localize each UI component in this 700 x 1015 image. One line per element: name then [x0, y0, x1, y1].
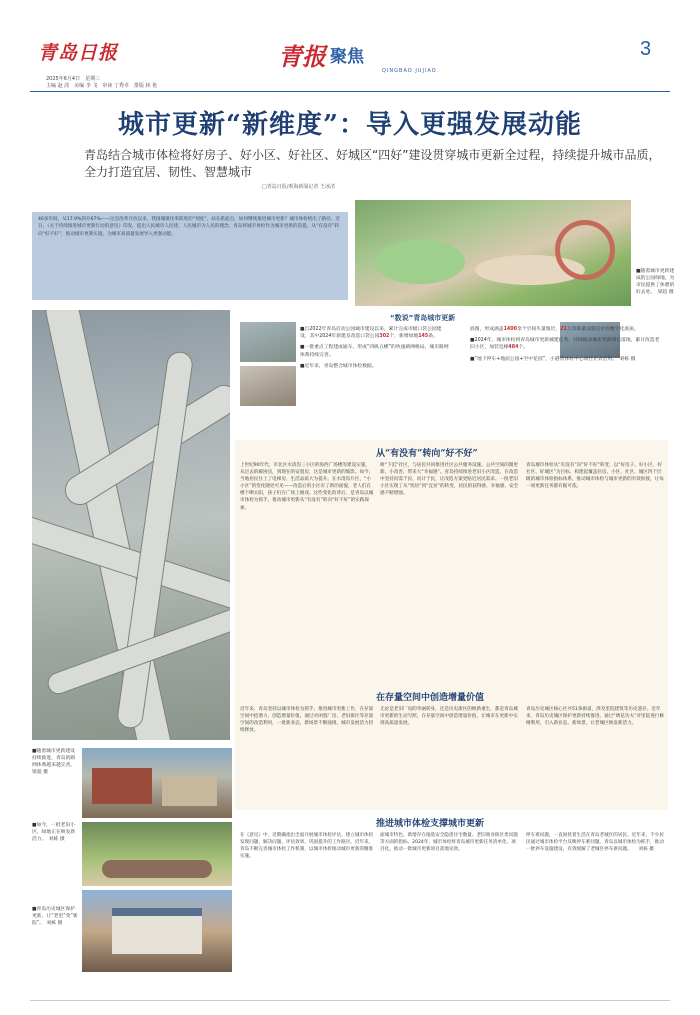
article-byline: □青岛日报/观海新闻记者 王冰清 — [262, 184, 335, 190]
brand-red-text: 青报 — [278, 41, 326, 71]
section1-col2: 师“下沉”社区，与居民共同推进社区公共服务设施、公共空间的微更新。小改善，带来大“幸福感”。青岛持续推进老旧小区改造，在改造中坚持问需于民、问计于民，让改造方案更贴近居民需求。一批老旧小区实现了从“忧居”到“宜居”的转变，居民的获得感、幸福感、安全感不断增强。 — [380, 463, 519, 497]
section3-col2: 面城市特色，新增存在地基安全隐患住宅数量、老旧商业街区类问题等方面的指标。2024年，城市体检将青岛城市更新任务清单化、项目化，推动一批城市更新项目落地见效。 — [380, 833, 518, 853]
photo-lawn — [375, 240, 465, 284]
park-photo — [355, 200, 631, 306]
section2-col1: 近年来，青岛坚持以城市体检为抓手，推进城市更新工作，在存量空间中挖潜力、创造增量价值。通过对闲置厂房、老旧街区等存量空间的改造利用，一批新业态、新场景不断涌现，城市发展活力持续释放。 — [240, 707, 374, 734]
brand-pinyin: QINGBAO JUJIAO — [382, 68, 437, 74]
photo-building — [162, 776, 217, 806]
article-headline: 城市更新“新维度”：导入更强发展动能 — [118, 110, 582, 140]
section3-col3: 停车难问题，一直困扰着生活在青岛老城区的居民。近年来，不少居民通过城市体检平台反映停车难问题。青岛以城市体检为抓手，推动一批停车设施建设，有效缓解了老城区停车难问题。 刘栋 摄 — [526, 833, 664, 853]
section-head-2: 在存量空间中创造增量价值 — [376, 693, 485, 703]
article-subhead: 青岛结合城市体检将好房子、好小区、好社区、好城区“四好”建设贯穿城市更新全过程，持续提升城市品质，全力打造宜居、韧性、智慧城市 — [84, 148, 661, 179]
section2-col2: 无论是老旧厂房的华丽转身，还是历史街区的焕新重生，都是青岛城市更新的生动写照。在存量空间中创造增量价值，让城市在更新中实现高质量发展。 — [380, 707, 518, 727]
square-photo — [82, 822, 232, 886]
data-item: ■近年来，青岛整合城市体检数据。 — [300, 363, 377, 369]
data-thumb-2 — [240, 366, 296, 406]
masthead — [0, 0, 700, 92]
section-head-3: 推进城市体检支撑城市更新 — [376, 819, 485, 829]
photo-crowd — [102, 860, 212, 878]
square-caption: ■如今，一批老旧小区、绿地正在焕发新活力。 刘栋 摄 — [32, 823, 76, 842]
photo-track — [555, 220, 615, 280]
data-item: ■“地下停车+地面公园+空中花园”，小港湾体检中心项目正式启用。 刘栋 摄 — [470, 356, 636, 362]
photo-house — [112, 908, 202, 954]
old-buildings-photo — [82, 748, 232, 818]
data-thumb-1 — [240, 322, 296, 362]
old-town-caption: ■青岛历史城区保护更新，让“老里”变“新院”。 刘栋 摄 — [32, 907, 78, 926]
section3-col1: 在《意见》中，近期确指出全面开展城市体检评估，建立城市体检发现问题、解决问题、评估效果、巩固提升的工作路径。近年来，青岛不断完善城市体检工作机制，以城市体检推动城市更新的精准实施。 — [240, 833, 374, 860]
section1-col3: 青岛城市体检从“有没有”向“好不好”转变，以“好房子、好小区、好社区、好城区”为目标，构建起覆盖住房、小区、社区、城区四个层级的城市体检指标体系，推动城市体检与城市更新的有效衔接，让每一项更新任务都有据可依。 — [526, 463, 664, 490]
overpass-caption: ■随着城市更新建设持续推进，青岛的路网体系越来越完善。 梁超 摄 — [32, 749, 78, 775]
page-number: 3 — [640, 38, 652, 60]
staff-line: 主编 赵 淡 美编 李 飞 审读 丁秀卓 排版 林 艳 — [46, 83, 158, 89]
data-item: ■一批重点工程建成通车，形成“四纵五横”的快速路网格局，城市路网体系持续完善。 — [300, 345, 449, 358]
summary-box: 40多年间，从17.9%到开67%——这是改革开放以来，我国城镇化率跃进的“刻度”。站在新起点，如何继续推进城市更新？城市体检给出了路径。近日，《关于持续推进城市更新行动的意见》印发，提出人民城市人民建、人民城市为人民的理念。青岛将城市体检作为城市更新的前提，从“有没有”转向“好不好”，推动城市更新实施，为城市高质量发展导入更强动能。 — [32, 212, 348, 300]
old-town-photo — [82, 890, 232, 972]
data-item: ■自2022年青岛启动公园城市建设以来，累计完成市级口袋公园建设，其中2024年新建及改造口袋公园302个，新增绿地145条。 — [300, 327, 442, 340]
bottom-rule — [30, 1000, 670, 1001]
data-item: 底图，形成涵盖1400余个空间失量图层，21万余条量设施点位的数字化底座。 — [470, 327, 639, 332]
data-item: ■2024年，城市体检将青岛城市更新城建任务，共同推动城市更新项目落地，累计改造老旧小区，加装电梯484个。 — [470, 338, 660, 351]
section1-col1: 上世纪90年代，市北区水清沟三小区的海西广场楼等建设实施，从过去的解困房，到现在的安置房，这是城市更新的缩影。如今，当地居民住上了电梯房，生活品质大为提升。在水清沟片区，“小小区”的变化随处可见——改造后的小区有了新的面貌，老人们在楼下晒太阳，孩子们在广场上嬉戏。这些变化的背后，是青岛以城市体检为抓手，推动城市更新从“有没有”转向“好不好”的实践探索。 — [240, 463, 374, 511]
issue-meta — [46, 76, 157, 90]
overpass-photo — [32, 310, 230, 740]
masthead-rule — [30, 91, 670, 92]
section-head-1: 从“有没有”转向“好不好” — [376, 449, 478, 459]
photo-roof — [92, 768, 152, 804]
data-col-2 — [470, 326, 660, 363]
date-line: 2025年6月4日 星期三 — [46, 76, 101, 82]
data-col-1 — [300, 326, 450, 370]
section2-col3: 青岛历史城区核心区共51条街道，涉及里院建筑等历史遗存。近年来，青岛历史城区保护更新持续推进，通过“绣花功夫”对里院进行修缮利用，引入新业态、新场景，让老城区焕发新活力。 — [526, 707, 664, 727]
section-brand — [278, 41, 364, 71]
newspaper-logo: 青岛日报 — [38, 42, 119, 64]
brand-blue-text: 聚焦 — [330, 46, 364, 67]
park-caption: ■随着城市更新建成的公园绿地，为市民提供了休憩的好去处。 梁超 摄 — [636, 269, 675, 295]
data-panel-title: “数说”青岛城市更新 — [390, 314, 456, 322]
